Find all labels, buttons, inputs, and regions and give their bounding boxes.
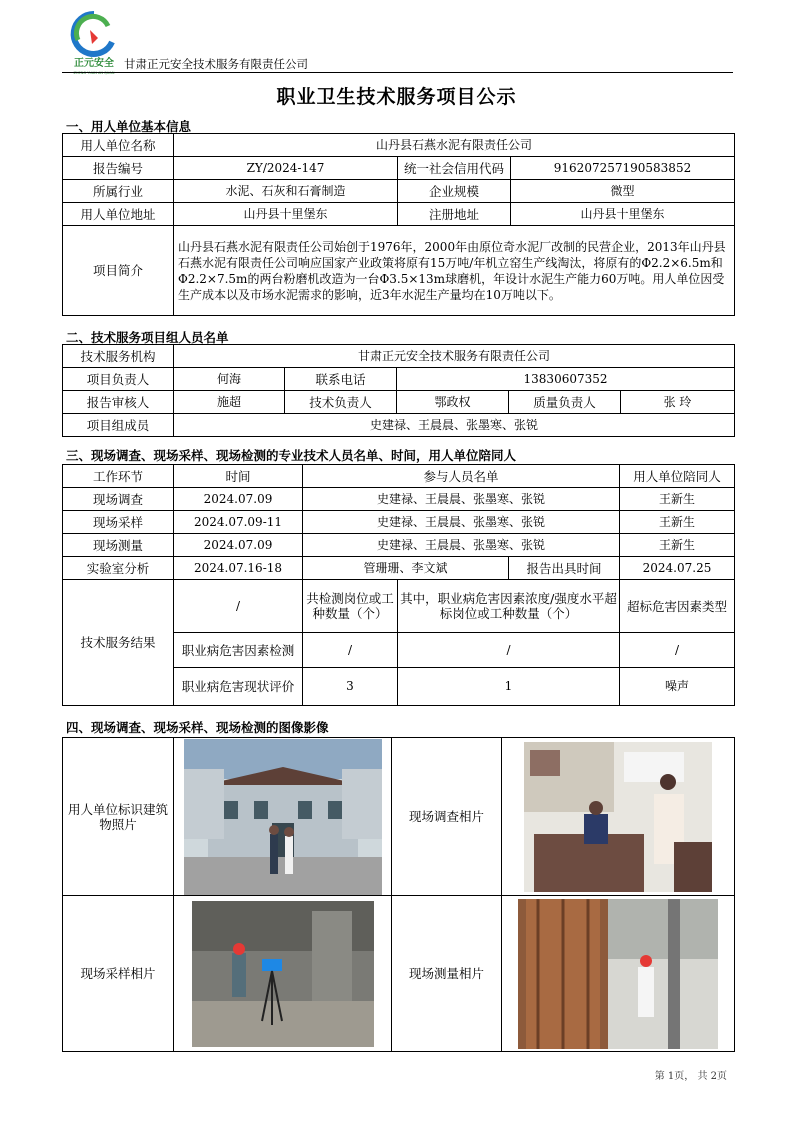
escort-cell: 王新生 (620, 534, 735, 557)
results-exceed-header: 其中，职业病危害因素浓度/强度水平超标岗位或工种数量（个） (398, 580, 620, 633)
table-row (63, 557, 735, 580)
unit-info-table (62, 133, 735, 316)
phone-label: 联系电话 (285, 368, 397, 391)
results-type-cell: 噪声 (620, 668, 735, 706)
team-table (62, 344, 735, 437)
report-date-value: 2024.07.25 (620, 557, 735, 580)
photo3-label: 现场采样相片 (63, 896, 174, 1052)
results-count-cell: 3 (303, 668, 398, 706)
people-cell: 史建禄、王晨晨、张墨寒、张锐 (303, 511, 620, 534)
company-logo-icon (68, 10, 120, 76)
photo1-label: 用人单位标识建筑物照片 (63, 738, 174, 896)
credit-code-label: 统一社会信用代码 (398, 157, 511, 180)
reviewer-value: 施超 (174, 391, 285, 414)
unit-name-label: 用人单位名称 (63, 134, 174, 157)
credit-code-value: 916207257190583852 (511, 157, 735, 180)
report-date-label: 报告出具时间 (509, 557, 620, 580)
building-photo (184, 739, 382, 895)
results-row-label: 职业病危害现状评价 (174, 668, 303, 706)
section-3-heading: 三、现场调查、现场采样、现场检测的专业技术人员名单、时间，用人单位陪同人 (66, 448, 517, 463)
people-cell: 史建禄、王晨晨、张墨寒、张锐 (303, 534, 620, 557)
col-stage-header: 工作环节 (63, 465, 174, 488)
header-company-name: 甘肃正元安全技术服务有限责任公司 (124, 57, 308, 71)
results-count-header: 共检测岗位或工种数量（个） (303, 580, 398, 633)
industry-value: 水泥、石灰和石膏制造 (174, 180, 398, 203)
results-row-label: 职业病危害因素检测 (174, 633, 303, 668)
lab-people-cell: 管珊珊、李文斌 (303, 557, 509, 580)
org-label: 技术服务机构 (63, 345, 174, 368)
survey-photo (524, 742, 712, 892)
members-value: 史建禄、王晨晨、张墨寒、张锐 (174, 414, 735, 437)
leader-value: 何海 (174, 368, 285, 391)
table-row (63, 511, 735, 534)
scale-label: 企业规模 (398, 180, 511, 203)
results-exceed-cell: / (398, 633, 620, 668)
people-cell: 史建禄、王晨晨、张墨寒、张锐 (303, 488, 620, 511)
logo-text: 正元安全 (74, 58, 114, 69)
escort-cell: 王新生 (620, 488, 735, 511)
results-slash: / (174, 580, 303, 633)
time-cell: 2024.07.09 (174, 488, 303, 511)
reviewer-label: 报告审核人 (63, 391, 174, 414)
time-cell: 2024.07.09 (174, 534, 303, 557)
page-footer: 第 1页， 共 2页 (654, 1071, 727, 1082)
intro-label: 项目简介 (63, 226, 174, 316)
page-header (68, 10, 368, 76)
intro-text: 山丹县石燕水泥有限责任公司始创于1976年，2000年由原位奇水泥厂改制的民营企业，2013年山丹县石燕水泥有限责任公司响应国家产业政策将原有15万吨/年机立窑生产线淘汰，将原有的Φ2.2×6.5m和Φ2.2×7.5m的两台粉磨机改造为一台Φ3.5×13m球磨机，年设计水泥生产能力60万吨。用人单位因受生产成本以及市场水泥需求的影响，近3年水泥生产量均在10万吨以下。 (174, 226, 735, 316)
measurement-photo (518, 899, 718, 1049)
photo4-label: 现场测量相片 (392, 896, 502, 1052)
fieldwork-table (62, 464, 735, 706)
section-4-heading: 四、现场调查、现场采样、现场检测的图像影像 (66, 720, 329, 735)
table-row (63, 534, 735, 557)
results-type-header: 超标危害因素类型 (620, 580, 735, 633)
sampling-photo (192, 901, 374, 1047)
section-1-heading: 一、用人单位基本信息 (66, 119, 192, 134)
quality-lead-value: 张 玲 (621, 391, 735, 414)
col-people-header: 参与人员名单 (303, 465, 620, 488)
results-label: 技术服务结果 (63, 580, 174, 706)
svg-text:ZHENG YUAN AN QUAN: ZHENG YUAN AN QUAN (73, 71, 115, 75)
reg-address-label: 注册地址 (398, 203, 511, 226)
section-2-heading: 二、技术服务项目组人员名单 (66, 330, 229, 345)
time-cell: 2024.07.09-11 (174, 511, 303, 534)
report-no-value: ZY/2024-147 (174, 157, 398, 180)
lab-time-cell: 2024.07.16-18 (174, 557, 303, 580)
leader-label: 项目负责人 (63, 368, 174, 391)
results-type-cell: / (620, 633, 735, 668)
header-divider (62, 72, 733, 73)
address-value: 山丹县十里堡东 (174, 203, 398, 226)
col-escort-header: 用人单位陪同人 (620, 465, 735, 488)
table-row (63, 488, 735, 511)
industry-label: 所属行业 (63, 180, 174, 203)
stage-cell: 现场测量 (63, 534, 174, 557)
unit-name-value: 山丹县石燕水泥有限责任公司 (174, 134, 735, 157)
tech-lead-label: 技术负责人 (285, 391, 397, 414)
tech-lead-value: 鄂政权 (397, 391, 509, 414)
quality-lead-label: 质量负责人 (509, 391, 621, 414)
phone-value: 13830607352 (397, 368, 735, 391)
members-label: 项目组成员 (63, 414, 174, 437)
address-label: 用人单位地址 (63, 203, 174, 226)
stage-cell: 现场采样 (63, 511, 174, 534)
photo-table (62, 737, 735, 1052)
lab-stage-cell: 实验室分析 (63, 557, 174, 580)
stage-cell: 现场调查 (63, 488, 174, 511)
escort-cell: 王新生 (620, 511, 735, 534)
page-title: 职业卫生技术服务项目公示 (276, 86, 517, 108)
photo2-label: 现场调查相片 (392, 738, 502, 896)
col-time-header: 时间 (174, 465, 303, 488)
reg-address-value: 山丹县十里堡东 (511, 203, 735, 226)
org-value: 甘肃正元安全技术服务有限责任公司 (174, 345, 735, 368)
results-count-cell: / (303, 633, 398, 668)
results-exceed-cell: 1 (398, 668, 620, 706)
scale-value: 微型 (511, 180, 735, 203)
report-no-label: 报告编号 (63, 157, 174, 180)
